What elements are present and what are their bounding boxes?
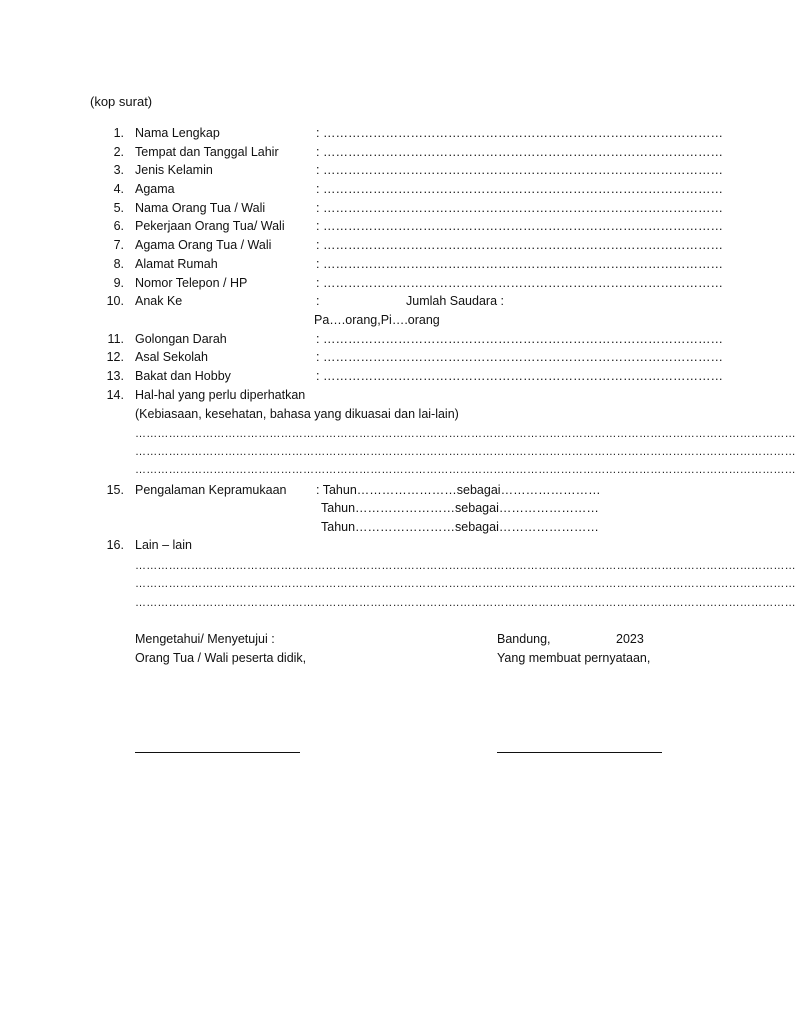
- field-blank: : ……………………………………………………………………………………: [316, 238, 723, 252]
- jumlah-saudara-label: Jumlah Saudara :: [406, 294, 504, 308]
- field-blank: : ……………………………………………………………………………………: [316, 276, 723, 290]
- field-blank: : ……………………………………………………………………………………: [316, 350, 723, 364]
- field-number: 16.: [106, 538, 124, 552]
- field-blank: : ……………………………………………………………………………………: [316, 163, 723, 177]
- field-blank: : ……………………………………………………………………………………: [316, 369, 723, 383]
- field-label: Nama Orang Tua / Wali: [135, 201, 266, 215]
- field-number: 15.: [106, 483, 124, 497]
- field-number: 3.: [113, 163, 124, 177]
- field-number: 11.: [107, 332, 124, 346]
- field-number: 12.: [106, 350, 124, 364]
- city-label: Bandung,: [497, 632, 551, 646]
- field-number: 1.: [113, 126, 124, 140]
- field-label: Alamat Rumah: [135, 257, 218, 271]
- blank-line: ……………………………………………………………………………………………………………………………………………………………: [135, 428, 796, 440]
- field-number: 5.: [113, 201, 124, 215]
- blank-line: ……………………………………………………………………………………………………………………………………………………………: [135, 597, 796, 609]
- field-label: Asal Sekolah: [135, 350, 208, 364]
- field-number: 4.: [113, 182, 124, 196]
- field-label: Golongan Darah: [135, 332, 227, 346]
- field-number: 14.: [106, 388, 124, 402]
- field-label: Pengalaman Kepramukaan: [135, 483, 287, 497]
- field-label: Anak Ke: [135, 294, 183, 308]
- field-number: 9.: [113, 276, 124, 290]
- field-blank: : ……………………………………………………………………………………: [316, 182, 723, 196]
- sibling-detail: Pa….orang,Pi….orang: [314, 313, 440, 327]
- field-label: Nama Lengkap: [135, 126, 220, 140]
- document-header: (kop surat): [90, 94, 153, 109]
- field-label: Agama: [135, 182, 175, 196]
- field-label: Hal-hal yang perlu diperhatkan: [135, 388, 306, 402]
- field-label: Pekerjaan Orang Tua/ Wali: [135, 219, 285, 233]
- field-number: 7.: [113, 238, 124, 252]
- field-blank: : ……………………………………………………………………………………: [316, 332, 723, 346]
- field-blank: : ……………………………………………………………………………………: [316, 201, 723, 215]
- field-number: 8.: [113, 257, 124, 271]
- pramuka-row: : Tahun……………………sebagai……………………: [316, 483, 601, 497]
- approval-label: Mengetahui/ Menyetujui :: [135, 632, 275, 646]
- field-blank: : ……………………………………………………………………………………: [316, 145, 723, 159]
- field-label: Tempat dan Tanggal Lahir: [135, 145, 279, 159]
- field-label: Nomor Telepon / HP: [135, 276, 248, 290]
- field-number: 2.: [113, 145, 124, 159]
- field-blank: : ……………………………………………………………………………………: [316, 219, 723, 233]
- field-colon: :: [316, 294, 320, 308]
- pramuka-row: Tahun……………………sebagai……………………: [321, 520, 599, 534]
- year-label: 2023: [616, 632, 644, 646]
- maker-label: Yang membuat pernyataan,: [497, 651, 651, 665]
- pramuka-row: Tahun……………………sebagai……………………: [321, 501, 599, 515]
- blank-line: ……………………………………………………………………………………………………………………………………………………………: [135, 464, 796, 476]
- field-blank: : ……………………………………………………………………………………: [316, 257, 723, 271]
- field-note: (Kebiasaan, kesehatan, bahasa yang dikuasai dan lai-lain): [135, 407, 459, 421]
- blank-line: ……………………………………………………………………………………………………………………………………………………………: [135, 560, 796, 572]
- field-label: Lain – lain: [135, 538, 192, 552]
- field-label: Agama Orang Tua / Wali: [135, 238, 272, 252]
- field-blank: : ……………………………………………………………………………………: [316, 126, 723, 140]
- signature-line: [135, 752, 300, 753]
- field-label: Bakat dan Hobby: [135, 369, 231, 383]
- blank-line: ……………………………………………………………………………………………………………………………………………………………: [135, 578, 796, 590]
- field-number: 10.: [106, 294, 124, 308]
- guardian-label: Orang Tua / Wali peserta didik,: [135, 651, 307, 665]
- signature-line: [497, 752, 662, 753]
- field-label: Jenis Kelamin: [135, 163, 213, 177]
- blank-line: ……………………………………………………………………………………………………………………………………………………………: [135, 446, 796, 458]
- field-number: 13.: [106, 369, 124, 383]
- field-number: 6.: [113, 219, 124, 233]
